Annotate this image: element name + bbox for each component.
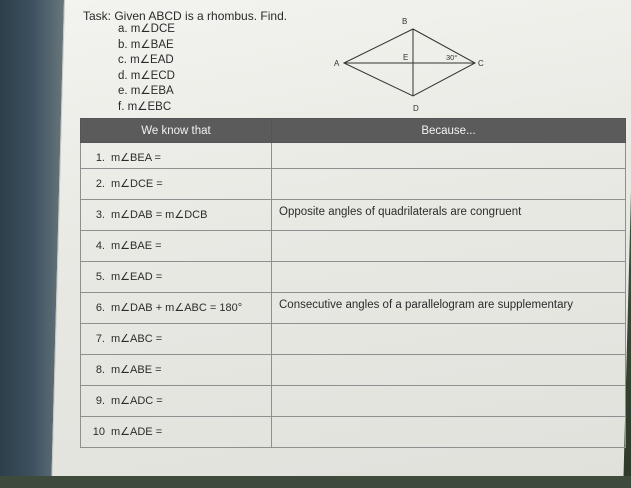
reason-cell[interactable] [272, 355, 626, 386]
statement-cell[interactable] [81, 386, 272, 417]
table-row [81, 293, 626, 324]
table-row [81, 262, 626, 293]
reason-cell[interactable] [272, 324, 626, 355]
worksheet-table [80, 118, 626, 448]
task-item-e: e. m∠EBA [118, 85, 174, 98]
reason-text [272, 355, 625, 361]
row-number: 1. [95, 152, 105, 164]
task-item-d: d. m∠ECD [118, 69, 175, 82]
statement-cell[interactable] [81, 200, 272, 231]
table-row [81, 324, 626, 355]
reason-cell[interactable] [272, 386, 626, 417]
statement-text: m∠BAE = [111, 240, 162, 252]
statement-cell[interactable] [81, 324, 272, 355]
row-number: 8. [95, 364, 105, 376]
statement-cell[interactable] [81, 293, 272, 324]
table-row [81, 143, 626, 169]
row-number: 2. [95, 178, 105, 190]
vertex-e-label: E [403, 53, 409, 62]
statement-text: m∠DAB = m∠DCB [111, 209, 208, 221]
statement-text: m∠ABC = [111, 333, 163, 345]
statement-cell[interactable] [81, 262, 272, 293]
angle-label: 30° [446, 53, 458, 62]
task-item-f: f. m∠EBC [118, 100, 172, 113]
statement-text: m∠BEA = [111, 152, 161, 164]
statement-text: m∠ADC = [111, 395, 163, 407]
task-item-a: a. m∠DCE [118, 23, 175, 35]
vertex-d-label: D [413, 104, 419, 113]
reason-cell[interactable] [272, 262, 626, 293]
worksheet-table-container [80, 118, 626, 488]
reason-text [272, 231, 625, 237]
reason-text: Consecutive angles of a parallelogram are supplementary [279, 299, 574, 311]
statement-cell[interactable] [81, 143, 272, 169]
row-number: 3. [95, 209, 105, 221]
reason-text [272, 262, 625, 268]
statement-text: m∠EAD = [111, 271, 163, 283]
table-row [81, 200, 626, 231]
statement-text: m∠DCE = [111, 178, 163, 190]
table-header-row [81, 119, 626, 143]
reason-text [272, 169, 625, 175]
statement-cell[interactable] [81, 417, 272, 448]
reason-cell[interactable] [272, 169, 626, 200]
statement-text: m∠ADE = [111, 426, 163, 438]
statement-text: m∠ABE = [111, 364, 162, 376]
statement-text: m∠DAB + m∠ABC = 180° [111, 302, 243, 314]
row-number: 5. [95, 271, 105, 283]
table-row [81, 355, 626, 386]
table-row [81, 417, 626, 448]
reason-cell[interactable] [272, 200, 626, 231]
reason-text [272, 386, 625, 392]
reason-cell[interactable] [272, 417, 626, 448]
row-number: 10 [92, 426, 105, 438]
row-number: 9. [95, 395, 105, 407]
reason-text [272, 417, 625, 423]
task-instruction: Task: Given ABCD is a rhombus. Find. [83, 9, 288, 23]
statement-cell[interactable] [81, 355, 272, 386]
vertex-b-label: B [402, 17, 408, 26]
task-list [118, 22, 175, 116]
row-number: 4. [95, 240, 105, 252]
task-item-b: b. m∠BAE [118, 38, 174, 51]
statement-cell[interactable] [81, 169, 272, 200]
row-number: 7. [95, 333, 105, 345]
table-row [81, 386, 626, 417]
rhombus-diagram [330, 14, 490, 116]
vertex-c-label: C [478, 59, 484, 68]
reason-cell[interactable] [272, 143, 626, 169]
task-item-c: c. m∠EAD [118, 54, 174, 67]
header-because: Because... [272, 119, 626, 143]
reason-cell[interactable] [272, 231, 626, 262]
reason-cell[interactable] [272, 293, 626, 324]
statement-cell[interactable] [81, 231, 272, 262]
row-number: 6. [95, 302, 105, 314]
table-row [81, 169, 626, 200]
reason-text [272, 143, 625, 149]
reason-text [272, 324, 625, 330]
table-row [81, 231, 626, 262]
reason-text: Opposite angles of quadrilaterals are congruent [279, 206, 522, 218]
vertex-a-label: A [334, 59, 340, 68]
header-we-know-that: We know that [81, 119, 272, 143]
